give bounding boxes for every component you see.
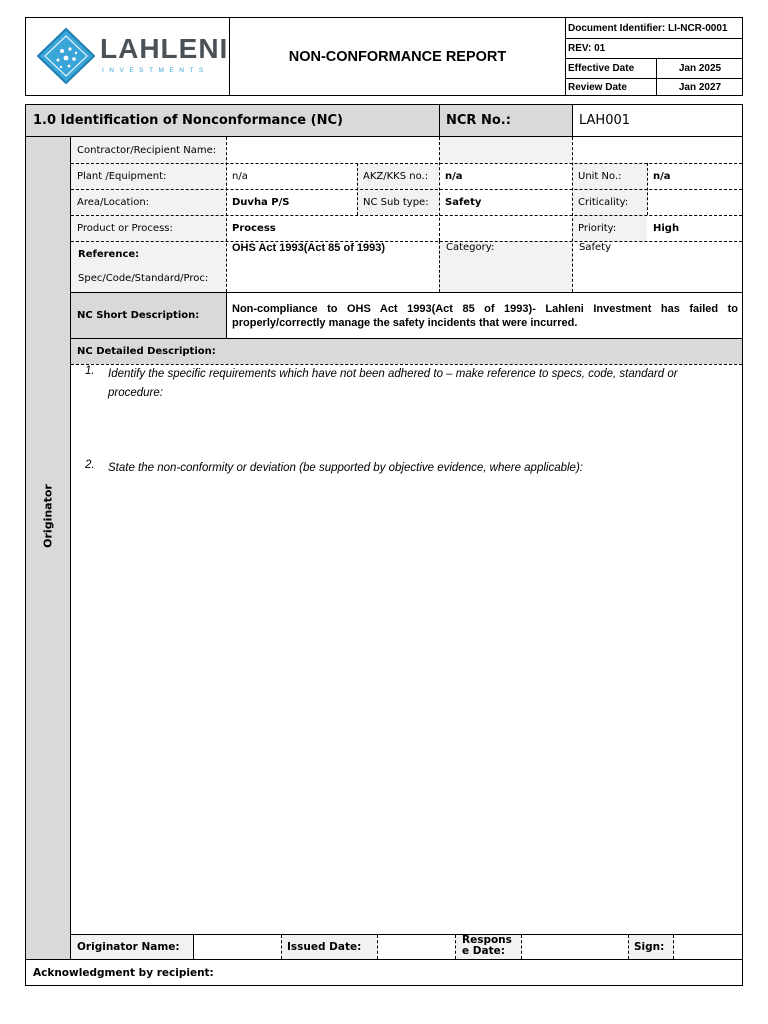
signature-field[interactable] [674, 935, 742, 959]
originator-name-field[interactable] [194, 935, 281, 959]
col-line [656, 58, 657, 96]
akz-label: AKZ/KKS no.: [363, 170, 429, 182]
plant-label: Plant /Equipment: [77, 170, 167, 182]
originator-label: Originator [41, 484, 55, 548]
priority-label: Priority: [578, 222, 617, 234]
logo-text: LAHLENI [100, 33, 229, 64]
col-line [439, 241, 440, 292]
short-desc-label: NC Short Description: [77, 310, 200, 321]
criticality-label: Criticality: [578, 196, 629, 208]
shade [439, 137, 572, 163]
category-label: Category: [446, 242, 495, 253]
review-date-value: Jan 2027 [678, 82, 722, 93]
unit-value[interactable]: n/a [653, 170, 671, 182]
col-line [521, 935, 522, 959]
ncr-number: LAH001 [579, 113, 631, 128]
contractor-extra-field[interactable] [573, 137, 742, 163]
effective-date-label: Effective Date [568, 63, 635, 74]
instruction-number: 2. [85, 459, 95, 471]
area-value[interactable]: Duvha P/S [232, 196, 290, 208]
detailed-desc-area[interactable] [71, 365, 742, 934]
sign-label: Sign: [634, 941, 665, 953]
spec-label: Spec/Code/Standard/Proc: [78, 273, 209, 284]
effective-date-value: Jan 2025 [678, 63, 722, 74]
document-identifier: Document Identifier: LI-NCR-0001 [568, 22, 728, 34]
instruction-number: 1. [85, 365, 95, 377]
originator-name-label: Originator Name: [77, 941, 180, 953]
plant-value[interactable]: n/a [232, 170, 248, 182]
contractor-label: Contractor/Recipient Name: [77, 144, 217, 156]
revision: REV: 01 [568, 43, 606, 54]
company-logo [36, 27, 229, 85]
diamond-logo-icon [36, 27, 96, 85]
logo-subtext: INVESTMENTS [102, 67, 209, 74]
product-value[interactable]: Process [232, 222, 276, 234]
product-label: Product or Process: [77, 222, 173, 234]
response-date-field[interactable] [522, 935, 628, 959]
col-line [673, 935, 674, 959]
review-date-label: Review Date [568, 82, 627, 93]
acknowledgment-field[interactable] [230, 960, 742, 985]
contractor-field[interactable] [227, 137, 439, 163]
divider [572, 105, 573, 136]
unit-label: Unit No.: [578, 170, 622, 182]
akz-value[interactable]: n/a [445, 170, 463, 182]
ncr-label: NCR No.: [446, 113, 511, 128]
instruction-text: Identify the specific requirements which have not been adhered to – make reference to specs, code, standard or procedure: [108, 368, 678, 399]
row-line [71, 241, 742, 242]
col-line [628, 935, 629, 959]
detailed-desc-label: NC Detailed Description: [77, 346, 216, 357]
reference-label: Reference: [78, 249, 140, 260]
col-line [226, 293, 227, 338]
reference-value[interactable]: OHS Act 1993(Act 85 of 1993) [232, 242, 386, 254]
section-title: 1.0 Identification of Nonconformance (NC) [33, 113, 343, 128]
priority-value[interactable]: High [653, 222, 680, 234]
col-line [377, 935, 378, 959]
divider [439, 105, 440, 136]
col-line [281, 935, 282, 959]
response-date-label: Respons e Date: [462, 934, 512, 957]
acknowledgment-label: Acknowledgment by recipient: [33, 966, 214, 979]
area-label: Area/Location: [77, 196, 150, 208]
issued-date-label: Issued Date: [287, 941, 362, 953]
category-value[interactable]: Safety [579, 242, 611, 253]
instruction-text: State the non-conformity or deviation (be supported by objective evidence, where applicable): [108, 462, 583, 474]
col-line [193, 935, 194, 959]
originator-column [26, 137, 70, 959]
col-line [455, 935, 456, 959]
issued-date-field[interactable] [378, 935, 455, 959]
document-title: NON-CONFORMANCE REPORT [288, 48, 507, 65]
criticality-field[interactable] [648, 189, 742, 215]
subtype-value[interactable]: Safety [445, 196, 482, 208]
subtype-label: NC Sub type: [363, 196, 429, 208]
short-desc-value[interactable]: Non-compliance to OHS Act 1993(Act 85 of 1993)- Lahleni Investment has failed to properly/correctly manage the safety incidents that were incurred. [232, 303, 738, 329]
